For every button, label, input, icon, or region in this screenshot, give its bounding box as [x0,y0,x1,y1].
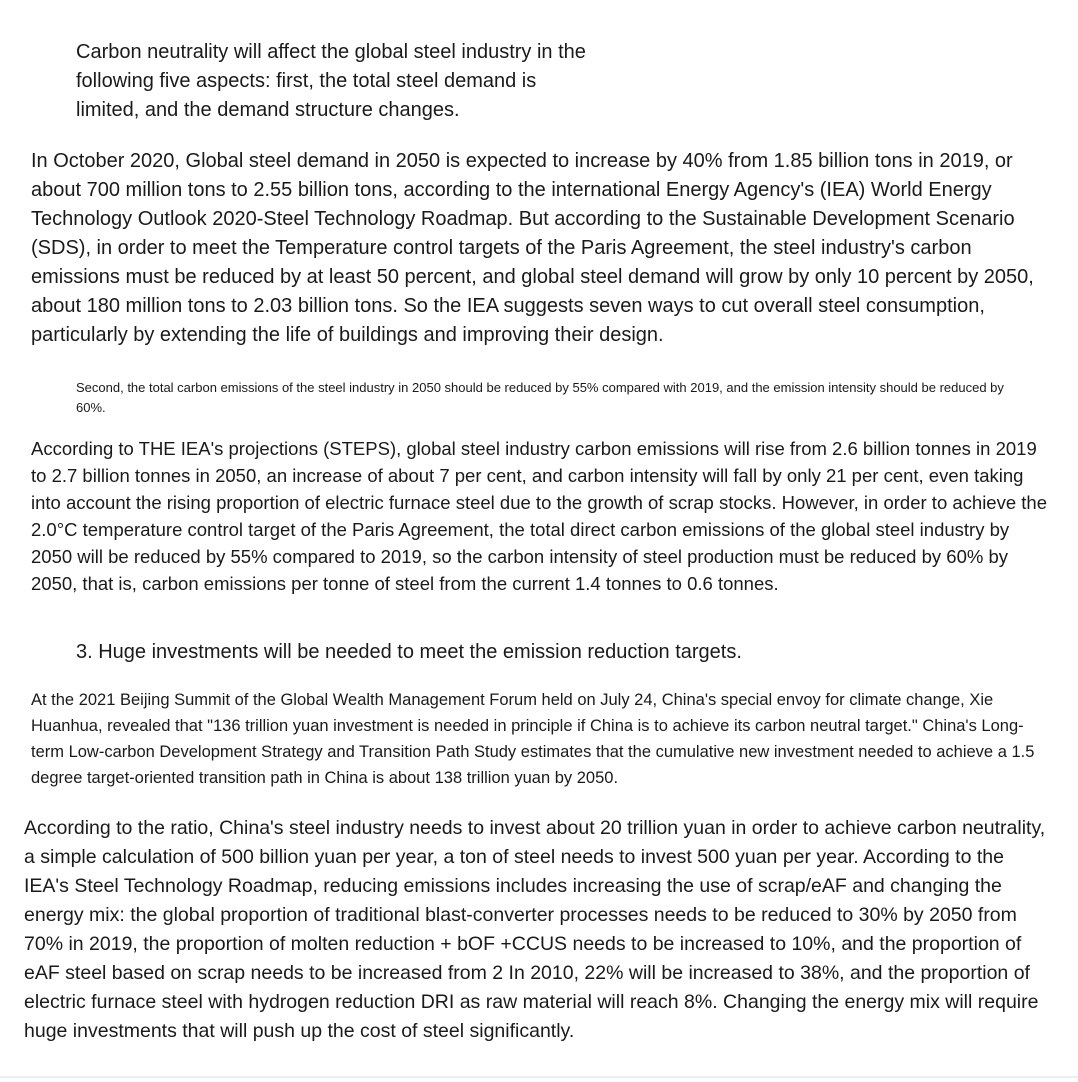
iea-demand-paragraph: In October 2020, Global steel demand in 2050 is expected to increase by 40% from 1.85 billion tons in 2019, or about 700 million tons to 2.55 billion tons, according to the international Energy Agency's (IEA) World Energy Technology Outlook 2020-Steel Technology Roadmap. But according to the Sustainable Development Scenario (SDS), in order to meet the Temperature control targets of the Paris Agreement, the steel industry's carbon emissions must be reduced by at least 50 percent, and global steel demand will grow by only 10 percent by 2050, about 180 million tons to 2.03 billion tons. So the IEA suggests seven ways to cut overall steel consumption, particularly by extending the life of buildings and improving their design. [31,150,1034,346]
investment-heading: 3. Huge investments will be needed to meet the emission reduction targets. [76,641,742,663]
intro-paragraph: Carbon neutrality will affect the global steel industry in the following five aspects: first, the total steel demand is limited, and the demand structure changes. [76,41,586,121]
investment-ratio-paragraph: According to the ratio, China's steel industry needs to invest about 20 trillion yuan in order to achieve carbon neutrality, a simple calculation of 500 billion yuan per year, a ton of steel needs to invest 500 yuan per year. According to the IEA's Steel Technology Roadmap, reducing emissions includes increasing the use of scrap/eAF and changing the energy mix: the global proportion of traditional blast-converter processes needs to be reduced to 30% by 2050 from 70% in 2019, the proportion of molten reduction + bOF +CCUS needs to be increased to 10%, and the proportion of eAF steel based on scrap needs to be increased from 2 In 2010, 22% will be increased to 38%, and the proportion of electric furnace steel with hydrogen reduction DRI as raw material will reach 8%. Changing the energy mix will require huge investments that will push up the cost of steel significantly. [24,817,1046,1042]
iea-steps-paragraph: According to THE IEA's projections (STEPS), global steel industry carbon emissions will rise from 2.6 billion tonnes in 2019 to 2.7 billion tonnes in 2050, an increase of about 7 per cent, and carbon intensity will fall by only 21 per cent, even taking into account the rising proportion of electric furnace steel due to the growth of scrap stocks. However, in order to achieve the 2.0°C temperature control target of the Paris Agreement, the total direct carbon emissions of the global steel industry by 2050 will be reduced by 55% compared to 2019, so the carbon intensity of steel production must be reduced by 60% by 2050, that is, carbon emissions per tonne of steel from the current 1.4 tonnes to 0.6 tonnes. [31,438,1047,594]
beijing-summit-paragraph: At the 2021 Beijing Summit of the Global Wealth Management Forum held on July 24, China's special envoy for climate change, Xie Huanhua, revealed that "136 trillion yuan investment is needed in principle if China is to achieve its carbon neutral target." China's Long-term Low-carbon Development Strategy and Transition Path Study estimates that the cumulative new investment needed to achieve a 1.5 degree target-oriented transition path in China is about 138 trillion yuan by 2050. [31,691,1035,787]
emissions-target-paragraph: Second, the total carbon emissions of the steel industry in 2050 should be reduced by 55% compared with 2019, and the emission intensity should be reduced by 60%. [76,380,1004,415]
page-bottom-divider [0,1076,1078,1078]
